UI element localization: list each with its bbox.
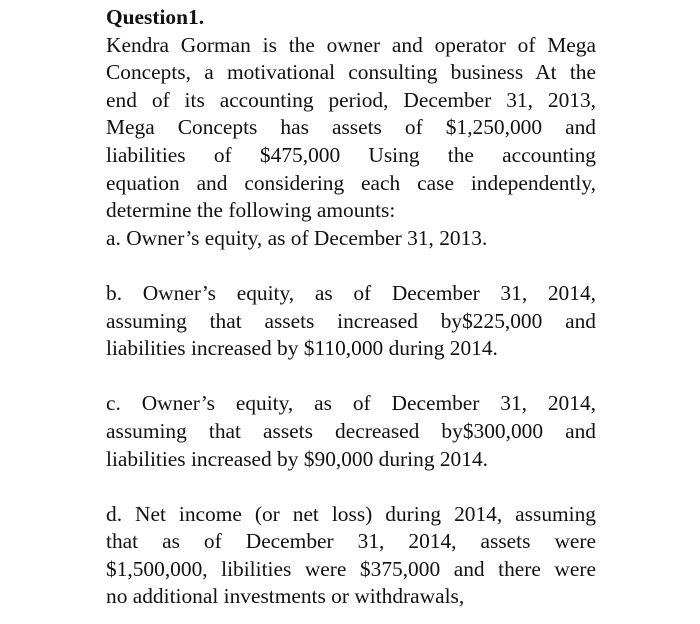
intro-line: end of its accounting period, December 31, 2013, (106, 87, 596, 112)
intro-line: Kendra Gorman is the owner and operator of Mega (106, 32, 596, 57)
intro-line: liabilities of $475,000 Using the accounting (106, 142, 596, 167)
part-d-line: that as of December 31, 2014, assets were (106, 529, 596, 554)
intro-line: determine the following amounts: (106, 198, 396, 223)
question-document (106, 4, 596, 611)
part-c (106, 390, 596, 473)
paragraph-spacer (106, 363, 596, 391)
part-b-line: assuming that assets increased by$225,000 and (106, 308, 596, 333)
part-c-line: assuming that assets decreased by$300,000 and (106, 418, 596, 443)
intro-line: Mega Concepts has assets of $1,250,000 and (106, 115, 596, 140)
intro-paragraph (106, 32, 596, 225)
intro-line: equation and considering each case independently, (106, 170, 596, 195)
paragraph-spacer (106, 473, 596, 501)
question-title: Question1. (106, 5, 205, 29)
intro-line: Concepts, a motivational consulting business At the (106, 60, 596, 85)
part-c-line: liabilities increased by $90,000 during 2014. (106, 446, 488, 471)
part-d-line: $1,500,000, libilities were $375,000 and there were (106, 556, 596, 581)
part-c-line: c. Owner’s equity, as of December 31, 2014, (106, 391, 596, 416)
part-b (106, 280, 596, 363)
part-b-line: liabilities increased by $110,000 during 2014. (106, 336, 498, 361)
part-d (106, 501, 596, 611)
part-a-line: a. Owner’s equity, as of December 31, 2013. (106, 225, 488, 250)
part-d-line: d. Net income (or net loss) during 2014, assuming (106, 501, 596, 526)
part-b-line: b. Owner’s equity, as of December 31, 2014, (106, 280, 596, 305)
paragraph-spacer (106, 252, 596, 280)
part-d-line: no additional investments or withdrawals, (106, 584, 465, 609)
part-a (106, 225, 596, 253)
